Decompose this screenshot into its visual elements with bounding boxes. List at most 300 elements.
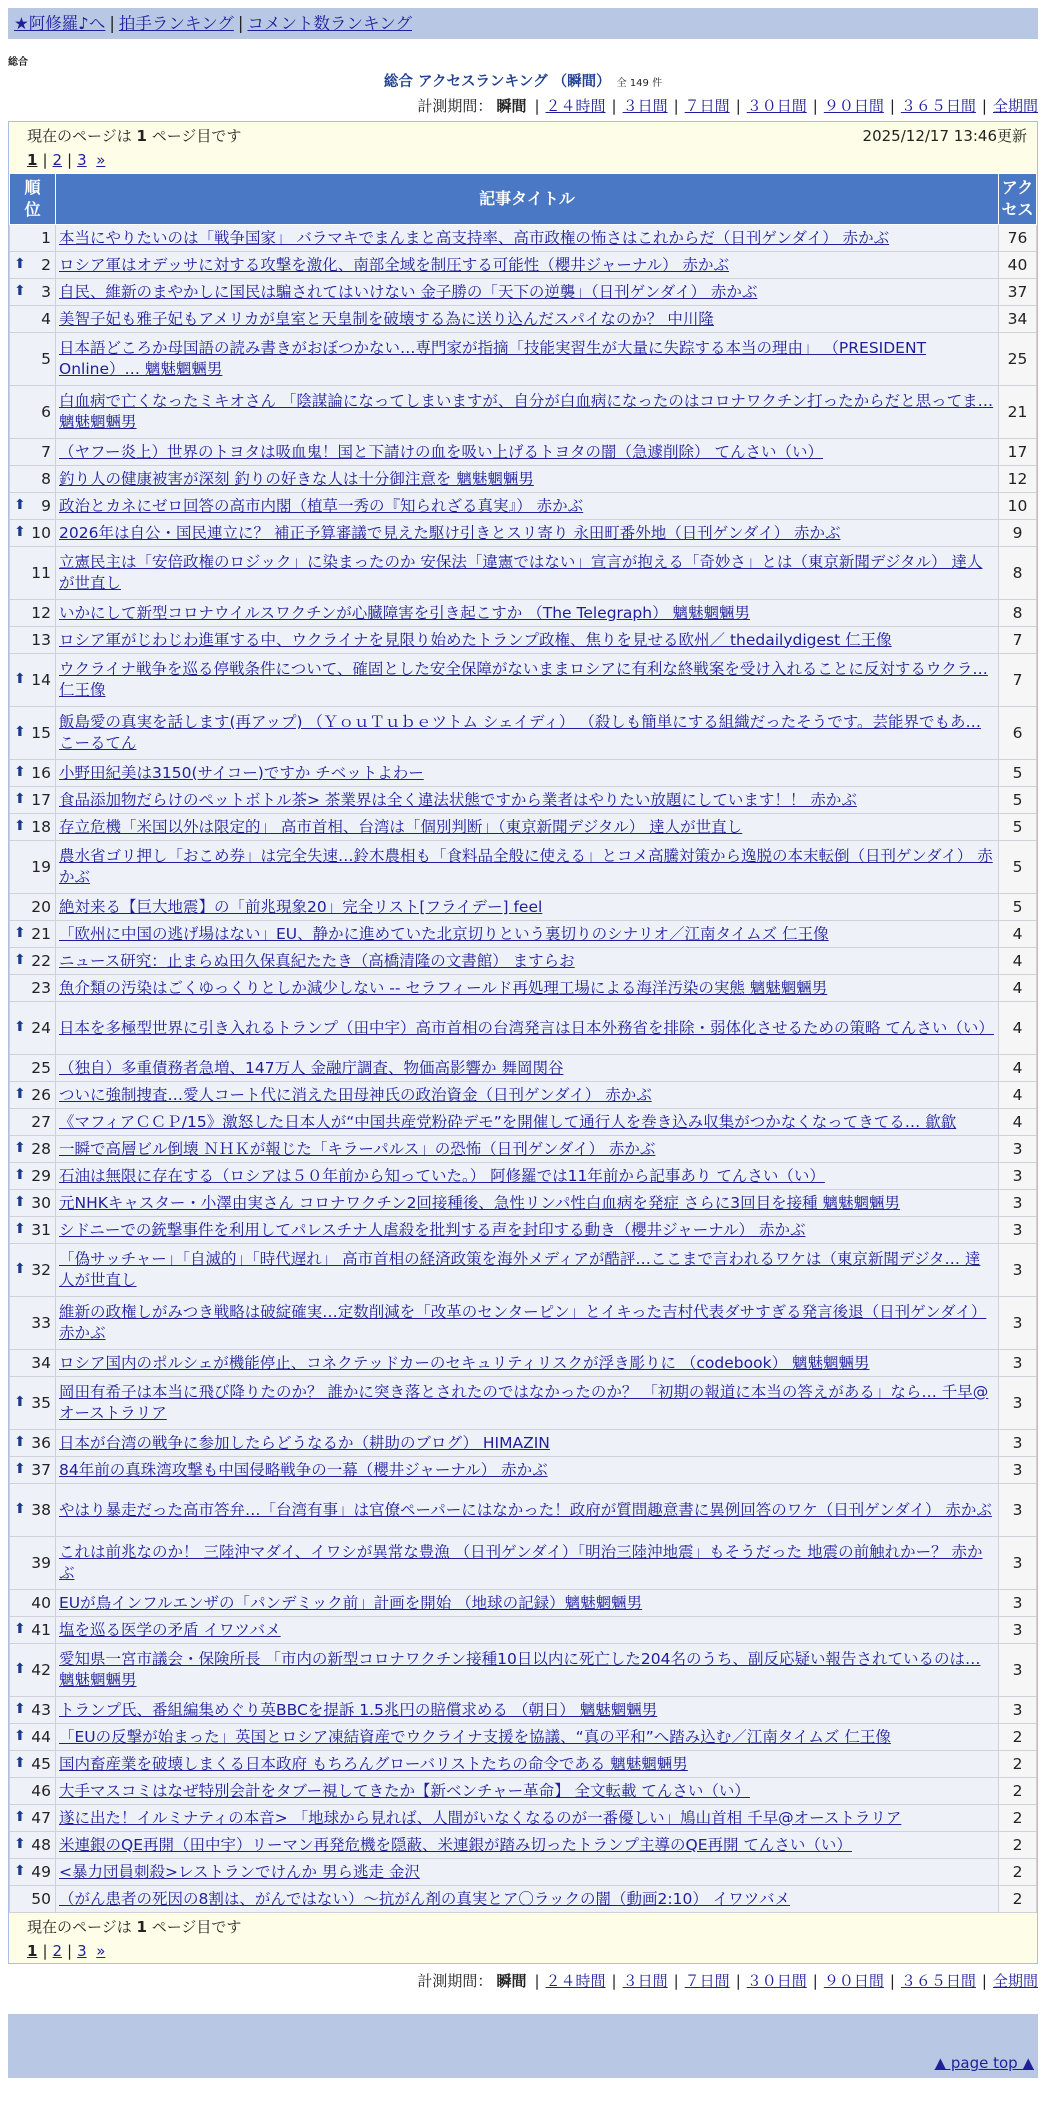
title-cell bbox=[56, 225, 999, 252]
table-row bbox=[10, 1217, 1037, 1244]
clap-ranking-link[interactable]: 拍手ランキング bbox=[118, 14, 234, 33]
article-title-link[interactable]: これは前兆なのか！ 三陸沖マダイ、イワシが異常な豊漁 （日刊ゲンダイ）「明治三陸沖地震」もそうだった 地震の前触れかー？ 赤かぶ bbox=[59, 1543, 983, 1582]
rank-number: 50 bbox=[31, 1889, 51, 1908]
access-count: 6 bbox=[999, 707, 1037, 760]
title-cell bbox=[56, 1136, 999, 1163]
rank-cell bbox=[10, 921, 56, 948]
table-row bbox=[10, 627, 1037, 654]
updated-timestamp: 2025/12/17 13:46更新 bbox=[862, 127, 1027, 145]
article-title-link[interactable]: 立憲民主は「安倍政権のロジック」に染まったのか 安保法「違憲ではない」宣言が抱える「奇妙さ」とは（東京新聞デジタル） 達人が世直し bbox=[59, 553, 983, 592]
table-row bbox=[10, 1377, 1037, 1430]
article-title-link[interactable]: ついに強制捜査…愛人コート代に消えた田母神氏の政治資金（日刊ゲンダイ） 赤かぶ bbox=[59, 1085, 652, 1104]
rank-number: 6 bbox=[41, 402, 51, 421]
title-cell bbox=[56, 1244, 999, 1297]
period-option-link[interactable]: ２４時間 bbox=[545, 97, 606, 115]
title-cell bbox=[56, 439, 999, 466]
rank-cell bbox=[10, 1590, 56, 1617]
access-count: 2 bbox=[999, 1832, 1037, 1859]
page-links bbox=[27, 148, 1027, 172]
table-row bbox=[10, 1055, 1037, 1082]
table-row bbox=[10, 787, 1037, 814]
rank-cell bbox=[10, 1832, 56, 1859]
rank-number: 15 bbox=[31, 723, 51, 742]
col-header-title: 記事タイトル bbox=[56, 174, 999, 225]
table-row bbox=[10, 1590, 1037, 1617]
rank-cell bbox=[10, 787, 56, 814]
article-title-link[interactable]: 魚介類の汚染はごくゆっくりとしか減少しない -- セラフィールド再処理工場による海洋汚染の実態 魑魅魍魎男 bbox=[59, 978, 828, 997]
access-count: 34 bbox=[999, 306, 1037, 333]
title-cell bbox=[56, 814, 999, 841]
period-separator: | bbox=[981, 1972, 987, 1990]
rank-cell bbox=[10, 386, 56, 439]
rank-cell bbox=[10, 1109, 56, 1136]
article-title-link[interactable]: 遂に出た！イルミナティの本音> 「地球から見れば、人間がいなくなるのが一番優しい」鳩山首相 千早@オーストラリア bbox=[59, 1808, 902, 1827]
title-cell bbox=[56, 975, 999, 1002]
access-count: 5 bbox=[999, 814, 1037, 841]
article-title-link[interactable]: ロシア軍がじわじわ進軍する中、ウクライナを見限り始めたトランプ政権、焦りを見せる欧州／ thedailydigest 仁王像 bbox=[59, 630, 892, 649]
rank-cell bbox=[10, 948, 56, 975]
article-title-link[interactable]: （独自）多重債務者急増、147万人 金融庁調査、物価高影響か 舞岡関谷 bbox=[59, 1058, 564, 1077]
article-title-link[interactable]: 米連銀のQE再開（田中宇）リーマン再発危機を隠蔽、米連銀が踏み切ったトランプ主導のQE再開 てんさい（い） bbox=[59, 1835, 852, 1854]
access-count: 5 bbox=[999, 894, 1037, 921]
rank-number: 5 bbox=[41, 349, 51, 368]
rank-cell bbox=[10, 1190, 56, 1217]
article-title-link[interactable]: （ヤフー炎上）世界のトヨタは吸血鬼！国と下請けの血を吸い上げるトヨタの闇（急遽削除） てんさい（い） bbox=[59, 442, 823, 461]
rank-up-arrow-icon: ⬆ bbox=[14, 724, 26, 741]
rank-cell bbox=[10, 225, 56, 252]
article-title-link[interactable]: 《マフィアＣＣＰ/15》激怒した日本人が“中国共産党粉砕デモ”を開催して通行人を巻き込み収集がつかなくなってきてる… 歙歙 bbox=[59, 1112, 957, 1131]
rank-up-arrow-icon: ⬆ bbox=[14, 1140, 26, 1157]
article-title-link[interactable]: 岡田有希子は本当に飛び降りたのか？ 誰かに突き落とされたのではなかったのか？ 「初期の報道に本当の答えがある」なら… 千早@オーストラリア bbox=[59, 1383, 989, 1422]
rank-cell bbox=[10, 600, 56, 627]
article-title-link[interactable]: 政治とカネにゼロ回答の高市内閣（植草一秀の『知られざる真実』） 赤かぶ bbox=[59, 496, 584, 515]
period-current: 瞬間 bbox=[496, 1972, 527, 1990]
article-title-link[interactable]: 国内畜産業を破壊しまくる日本政府 もちろんグローバリストたちの命令である 魑魅魍魎男 bbox=[59, 1754, 688, 1773]
title-cell bbox=[56, 1859, 999, 1886]
rank-up-arrow-icon: ⬆ bbox=[14, 1221, 26, 1238]
table-row bbox=[10, 1859, 1037, 1886]
rank-number: 47 bbox=[31, 1808, 51, 1827]
title-cell bbox=[56, 520, 999, 547]
page-link[interactable]: 3 bbox=[77, 1942, 87, 1960]
access-count: 4 bbox=[999, 1055, 1037, 1082]
ranking-panel bbox=[8, 121, 1038, 1964]
rank-cell bbox=[10, 1002, 56, 1055]
period-option-link[interactable]: ３日間 bbox=[622, 97, 668, 115]
period-option-link[interactable]: ７日間 bbox=[684, 1972, 730, 1990]
access-count: 10 bbox=[999, 493, 1037, 520]
article-title-link[interactable]: 本当にやりたいのは「戦争国家」 バラマキでまんまと高支持率、高市政権の怖さはこれからだ（日刊ゲンダイ） 赤かぶ bbox=[59, 228, 890, 247]
rank-up-arrow-icon: ⬆ bbox=[14, 1434, 26, 1451]
title-cell bbox=[56, 1617, 999, 1644]
rank-number: 40 bbox=[31, 1593, 51, 1612]
access-count: 21 bbox=[999, 386, 1037, 439]
title-cell bbox=[56, 1430, 999, 1457]
rank-number: 20 bbox=[31, 897, 51, 916]
title-cell bbox=[56, 306, 999, 333]
footer-bar bbox=[8, 2014, 1038, 2048]
access-count: 4 bbox=[999, 948, 1037, 975]
nav-separator: | bbox=[237, 14, 244, 33]
rank-cell bbox=[10, 1886, 56, 1913]
rank-cell bbox=[10, 439, 56, 466]
article-title-link[interactable]: ロシア国内のポルシェが機能停止、コネクテッドカーのセキュリティリスクが浮き彫りに （codebook） 魑魅魍魎男 bbox=[59, 1353, 870, 1372]
rank-cell bbox=[10, 1377, 56, 1430]
access-count: 3 bbox=[999, 1350, 1037, 1377]
article-title-link[interactable]: 大手マスコミはなぜ特別会計をタブー視してきたか【新ベンチャー革命】 全文転載 てんさい（い） bbox=[59, 1781, 750, 1800]
title-cell bbox=[56, 1886, 999, 1913]
period-option-link[interactable]: ９０日間 bbox=[823, 1972, 884, 1990]
rank-number: 17 bbox=[31, 790, 51, 809]
rank-number: 1 bbox=[41, 228, 51, 247]
title-cell bbox=[56, 760, 999, 787]
access-count: 4 bbox=[999, 1082, 1037, 1109]
rank-cell bbox=[10, 520, 56, 547]
table-row bbox=[10, 1778, 1037, 1805]
access-count: 3 bbox=[999, 1537, 1037, 1590]
rank-cell bbox=[10, 1350, 56, 1377]
rank-up-arrow-icon: ⬆ bbox=[14, 524, 26, 541]
period-separator: | bbox=[611, 1972, 617, 1990]
access-count: 3 bbox=[999, 1617, 1037, 1644]
section-label: 総合 bbox=[8, 57, 28, 68]
article-title-link[interactable]: 食品添加物だらけのペットボトル茶> 茶業界は全く違法状態ですから業者はやりたい放題にしています！！ 赤かぶ bbox=[59, 790, 857, 809]
article-title-link[interactable]: 小野田紀美は3150(サイコー)ですか チベットよわー bbox=[59, 763, 424, 782]
article-title-link[interactable]: 元NHKキャスター・小澤由実さん コロナワクチン2回接種後、急性リンパ性白血病を発症 さらに3回目を接種 魑魅魍魎男 bbox=[59, 1193, 901, 1212]
title-cell bbox=[56, 1109, 999, 1136]
page-link[interactable]: 2 bbox=[52, 1942, 63, 1960]
article-title-link[interactable]: 「偽サッチャー」「自滅的」「時代遅れ」 高市首相の経済政策を海外メディアが酷評…ここまで言われるワケは（東京新聞デジタ… 達人が世直し bbox=[59, 1250, 981, 1289]
access-count: 4 bbox=[999, 1002, 1037, 1055]
article-title-link[interactable]: シドニーでの銃撃事件を利用してパレスチナ人虐殺を批判する声を封印する動き（櫻井ジャーナル） 赤かぶ bbox=[59, 1220, 806, 1239]
access-count: 8 bbox=[999, 547, 1037, 600]
table-row bbox=[10, 760, 1037, 787]
article-title-link[interactable]: ロシア軍はオデッサに対する攻撃を激化、南部全域を制圧する可能性（櫻井ジャーナル） 赤かぶ bbox=[59, 255, 730, 274]
comment-ranking-link[interactable]: コメント数ランキング bbox=[247, 14, 412, 33]
page-separator: | bbox=[42, 151, 48, 169]
article-title-link[interactable]: 84年前の真珠湾攻撃も中国侵略戦争の一幕（櫻井ジャーナル） 赤かぶ bbox=[59, 1460, 548, 1479]
article-title-link[interactable]: <暴力団員刺殺>レストランでけんか 男ら逃走 金沢 bbox=[59, 1862, 420, 1881]
table-row bbox=[10, 1832, 1037, 1859]
rank-cell bbox=[10, 1055, 56, 1082]
article-title-link[interactable]: 釣り人の健康被害が深刻 釣りの好きな人は十分御注意を 魑魅魍魎男 bbox=[59, 469, 534, 488]
rank-number: 10 bbox=[31, 523, 51, 542]
access-count: 3 bbox=[999, 1644, 1037, 1697]
access-count: 40 bbox=[999, 252, 1037, 279]
rank-number: 39 bbox=[31, 1553, 51, 1572]
title-cell bbox=[56, 493, 999, 520]
access-count: 5 bbox=[999, 841, 1037, 894]
rank-up-arrow-icon: ⬆ bbox=[14, 1461, 26, 1478]
rank-cell bbox=[10, 1537, 56, 1590]
table-row bbox=[10, 1002, 1037, 1055]
home-link[interactable]: ★阿修羅♪へ bbox=[14, 14, 106, 33]
article-title-link[interactable]: 自民、維新のまやかしに国民は騙されてはいけない 金子勝の「天下の逆襲」（日刊ゲンダイ） 赤かぶ bbox=[59, 282, 758, 301]
access-count: 12 bbox=[999, 466, 1037, 493]
period-label: 計測期間： bbox=[417, 97, 493, 115]
col-header-rank: 順位 bbox=[10, 174, 56, 225]
rank-up-arrow-icon: ⬆ bbox=[14, 1194, 26, 1211]
table-row bbox=[10, 547, 1037, 600]
rank-number: 48 bbox=[31, 1835, 51, 1854]
article-title-link[interactable]: 飯島愛の真実を話します(再アップ) （ＹｏｕＴｕｂｅツトム シェイディ） （殺しも簡単にする組織だったそうです。芸能界でもあ… こーるてん bbox=[59, 713, 982, 752]
access-count: 3 bbox=[999, 1163, 1037, 1190]
rank-up-arrow-icon: ⬆ bbox=[14, 1661, 26, 1678]
table-row bbox=[10, 600, 1037, 627]
pager-bottom bbox=[9, 1913, 1037, 1963]
table-row bbox=[10, 1109, 1037, 1136]
period-option-link[interactable]: ２４時間 bbox=[545, 1972, 606, 1990]
period-label: 計測期間： bbox=[417, 1972, 493, 1990]
table-row bbox=[10, 1163, 1037, 1190]
page-status: 現在のページは 1 ページ目です bbox=[27, 1918, 242, 1936]
nav-separator: | bbox=[109, 14, 115, 33]
article-title-link[interactable]: 日本を多極型世界に引き入れるトランプ（田中宇）高市首相の台湾発言は日本外務省を排除・弱体化させるための策略 てんさい（い） bbox=[59, 1018, 994, 1037]
article-title-link[interactable]: 維新の政権しがみつき戦略は破綻確実…定数削減を「改革のセンターピン」とイキった吉村代表ダサすぎる発言後退（日刊ゲンダイ） 赤かぶ bbox=[59, 1303, 987, 1342]
title-cell bbox=[56, 894, 999, 921]
table-row bbox=[10, 466, 1037, 493]
article-title-link[interactable]: EUが鳥インフルエンザの「パンデミック前」計画を開始 （地球の記録）魑魅魍魎男 bbox=[59, 1593, 643, 1612]
access-count: 3 bbox=[999, 1377, 1037, 1430]
rank-up-arrow-icon: ⬆ bbox=[14, 764, 26, 781]
article-title-link[interactable]: やはり暴走だった高市答弁…「台湾有事」は官僚ペーパーにはなかった！政府が質問趣意書に異例回答のワケ（日刊ゲンダイ） 赤かぶ bbox=[59, 1500, 992, 1519]
rank-up-arrow-icon: ⬆ bbox=[14, 1261, 26, 1278]
rank-number: 41 bbox=[31, 1620, 51, 1639]
access-count: 2 bbox=[999, 1724, 1037, 1751]
period-separator: | bbox=[812, 1972, 818, 1990]
access-count: 17 bbox=[999, 439, 1037, 466]
title-cell bbox=[56, 1002, 999, 1055]
rank-cell bbox=[10, 841, 56, 894]
rank-number: 13 bbox=[31, 630, 51, 649]
access-count: 7 bbox=[999, 627, 1037, 654]
rank-number: 8 bbox=[41, 469, 51, 488]
article-title-link[interactable]: 石油は無限に存在する（ロシアは５０年前から知っていた。） 阿修羅では11年前から記事あり てんさい（い） bbox=[59, 1166, 825, 1185]
rank-number: 16 bbox=[31, 763, 51, 782]
table-row bbox=[10, 975, 1037, 1002]
rank-up-arrow-icon: ⬆ bbox=[14, 818, 26, 835]
title-cell bbox=[56, 1457, 999, 1484]
table-header-row bbox=[10, 174, 1037, 225]
article-title-link[interactable]: 2026年は自公・国民連立に？ 補正予算審議で見えた駆け引きとスリ寄り 永田町番外地（日刊ゲンダイ） 赤かぶ bbox=[59, 523, 841, 542]
period-option-link[interactable]: ３０日間 bbox=[746, 1972, 807, 1990]
table-row bbox=[10, 921, 1037, 948]
article-title-link[interactable]: トランプ氏、番組編集めぐり英BBCを提訴 1.5兆円の賠償求める （朝日） 魑魅魍魎男 bbox=[59, 1700, 658, 1719]
table-row bbox=[10, 1697, 1037, 1724]
table-row bbox=[10, 654, 1037, 707]
rank-up-arrow-icon: ⬆ bbox=[14, 1394, 26, 1411]
rank-cell bbox=[10, 1082, 56, 1109]
period-option-link[interactable]: 全期間 bbox=[992, 1972, 1038, 1990]
rank-up-arrow-icon: ⬆ bbox=[14, 1728, 26, 1745]
access-count: 76 bbox=[999, 225, 1037, 252]
rank-up-arrow-icon: ⬆ bbox=[14, 1621, 26, 1638]
period-separator: | bbox=[534, 1972, 540, 1990]
page-link[interactable]: 1 bbox=[27, 1942, 38, 1960]
rank-cell bbox=[10, 1457, 56, 1484]
rank-number: 21 bbox=[31, 924, 51, 943]
article-title-link[interactable]: 愛知県一宮市議会・保険所長 「市内の新型コロナワクチン接種10日以内に死亡した204名のうち、副反応疑い報告されているのは… 魑魅魍魎男 bbox=[59, 1650, 981, 1689]
table-row bbox=[10, 1190, 1037, 1217]
title-cell bbox=[56, 654, 999, 707]
rank-number: 24 bbox=[31, 1018, 51, 1037]
period-option-link[interactable]: ７日間 bbox=[684, 97, 730, 115]
access-count: 3 bbox=[999, 1430, 1037, 1457]
period-option-link[interactable]: ９０日間 bbox=[823, 97, 884, 115]
page-link[interactable]: 1 bbox=[27, 151, 38, 169]
next-page-link[interactable]: » bbox=[96, 1942, 106, 1960]
rank-number: 18 bbox=[31, 817, 51, 836]
period-option-link[interactable]: ３日間 bbox=[622, 1972, 668, 1990]
article-title-link[interactable]: 白血病で亡くなったミキオさん 「陰謀論になってしまいますが、自分が白血病になったのはコロナワクチン打ったからだと思ってま… 魑魅魍魎男 bbox=[59, 392, 994, 431]
rank-cell bbox=[10, 975, 56, 1002]
title-cell bbox=[56, 787, 999, 814]
rank-number: 27 bbox=[31, 1112, 51, 1131]
period-separator: | bbox=[812, 97, 818, 115]
period-option-link[interactable]: ３０日間 bbox=[746, 97, 807, 115]
title-cell bbox=[56, 1724, 999, 1751]
table-row bbox=[10, 814, 1037, 841]
rank-cell bbox=[10, 1484, 56, 1537]
article-title-link[interactable]: 「EUの反撃が始まった」英国とロシア凍結資産でウクライナ支援を協議、“真の平和”へ踏み込む／江南タイムズ 仁王像 bbox=[59, 1727, 891, 1746]
period-option-link[interactable]: ３６５日間 bbox=[900, 97, 976, 115]
rank-cell bbox=[10, 1617, 56, 1644]
rank-number: 7 bbox=[41, 442, 51, 461]
access-count: 3 bbox=[999, 1697, 1037, 1724]
title-cell bbox=[56, 333, 999, 386]
article-title-link[interactable]: 日本が台湾の戦争に参加したらどうなるか（耕助のブログ） HIMAZIN bbox=[59, 1433, 550, 1452]
table-row bbox=[10, 1082, 1037, 1109]
article-title-link[interactable]: 農水省ゴリ押し「おこめ券」は完全失速…鈴木農相も「食料品全般に使える」とコメ高騰対策から逸脱の本末転倒（日刊ゲンダイ） 赤かぶ bbox=[59, 847, 993, 886]
table-row bbox=[10, 707, 1037, 760]
title-cell bbox=[56, 1644, 999, 1697]
rank-cell bbox=[10, 1297, 56, 1350]
rank-cell bbox=[10, 760, 56, 787]
rank-cell bbox=[10, 1217, 56, 1244]
article-title-link[interactable]: 絶対来る【巨大地震】の「前兆現象20」完全リスト[フライデー] feel bbox=[59, 897, 543, 916]
page-links bbox=[27, 1939, 1027, 1963]
title-cell bbox=[56, 1484, 999, 1537]
rank-cell bbox=[10, 1751, 56, 1778]
period-option-link[interactable]: 全期間 bbox=[992, 97, 1038, 115]
title-cell bbox=[56, 948, 999, 975]
period-separator: | bbox=[889, 1972, 895, 1990]
article-title-link[interactable]: 塩を巡る医学の矛盾 イワツバメ bbox=[59, 1620, 281, 1639]
rank-up-arrow-icon: ⬆ bbox=[14, 1086, 26, 1103]
rank-number: 25 bbox=[31, 1058, 51, 1077]
article-title-link[interactable]: ウクライナ戦争を巡る停戦条件について、確固とした安全保障がないままロシアに有利な終戦案を受け入れることに反対するウクラ… 仁王像 bbox=[59, 660, 988, 699]
rank-number: 44 bbox=[31, 1727, 51, 1746]
rank-cell bbox=[10, 547, 56, 600]
rank-cell bbox=[10, 1644, 56, 1697]
table-row bbox=[10, 386, 1037, 439]
page-title: 総合 アクセスランキング （瞬間） bbox=[383, 74, 611, 90]
rank-cell bbox=[10, 1430, 56, 1457]
rank-number: 37 bbox=[31, 1460, 51, 1479]
period-separator: | bbox=[889, 97, 895, 115]
table-row bbox=[10, 1805, 1037, 1832]
table-row bbox=[10, 306, 1037, 333]
article-title-link[interactable]: 存立危機「米国以外は限定的」 高市首相、台湾は「個別判断」（東京新聞デジタル） 達人が世直し bbox=[59, 817, 743, 836]
page-top-link[interactable]: ▲ page top ▲ bbox=[934, 2054, 1034, 2072]
rank-up-arrow-icon: ⬆ bbox=[14, 1167, 26, 1184]
rank-cell bbox=[10, 493, 56, 520]
table-row bbox=[10, 279, 1037, 306]
article-title-link[interactable]: 「欧州に中国の逃げ場はない」EU、静かに進めていた北京切りという裏切りのシナリオ／江南タイムズ 仁王像 bbox=[59, 924, 829, 943]
period-option-link[interactable]: ３６５日間 bbox=[900, 1972, 976, 1990]
access-count: 5 bbox=[999, 787, 1037, 814]
rank-cell bbox=[10, 1859, 56, 1886]
rank-cell bbox=[10, 1697, 56, 1724]
next-page-link[interactable]: » bbox=[96, 151, 106, 169]
period-current: 瞬間 bbox=[496, 97, 527, 115]
table-row bbox=[10, 1537, 1037, 1590]
table-row bbox=[10, 333, 1037, 386]
access-count: 2 bbox=[999, 1778, 1037, 1805]
pager-top bbox=[9, 122, 1037, 173]
article-title-link[interactable]: （がん患者の死因の8割は、がんではない）〜抗がん剤の真実とア〇ラックの闇（動画2:10） イワツバメ bbox=[59, 1889, 790, 1908]
period-separator: | bbox=[735, 1972, 741, 1990]
table-row bbox=[10, 1886, 1037, 1913]
rank-cell bbox=[10, 1136, 56, 1163]
rank-number: 4 bbox=[41, 309, 51, 328]
article-title-link[interactable]: 一瞬で高層ビル倒壊 ＮＨＫが報じた「キラーパルス」の恐怖（日刊ゲンダイ） 赤かぶ bbox=[59, 1139, 656, 1158]
title-cell bbox=[56, 252, 999, 279]
title-cell bbox=[56, 1697, 999, 1724]
page-link[interactable]: 2 bbox=[52, 151, 63, 169]
article-title-link[interactable]: ニュース研究：止まらぬ田久保真紀たたき（高橋清隆の文書館） ますらお bbox=[59, 951, 575, 970]
table-row bbox=[10, 1136, 1037, 1163]
col-header-count: アクセス bbox=[999, 174, 1037, 225]
rank-cell bbox=[10, 333, 56, 386]
rank-cell bbox=[10, 707, 56, 760]
rank-cell bbox=[10, 1163, 56, 1190]
table-row bbox=[10, 841, 1037, 894]
title-cell bbox=[56, 841, 999, 894]
rank-number: 45 bbox=[31, 1754, 51, 1773]
rank-up-arrow-icon: ⬆ bbox=[14, 1836, 26, 1853]
rank-cell bbox=[10, 466, 56, 493]
access-count: 25 bbox=[999, 333, 1037, 386]
page-link[interactable]: 3 bbox=[77, 151, 87, 169]
title-cell bbox=[56, 1832, 999, 1859]
article-title-link[interactable]: いかにして新型コロナウイルスワクチンが心臓障害を引き起こすか （The Telegraph） 魑魅魍魎男 bbox=[59, 603, 750, 622]
access-count: 3 bbox=[999, 1297, 1037, 1350]
rank-cell bbox=[10, 306, 56, 333]
rank-cell bbox=[10, 1244, 56, 1297]
access-count: 4 bbox=[999, 921, 1037, 948]
access-count: 3 bbox=[999, 1590, 1037, 1617]
rank-number: 19 bbox=[31, 857, 51, 876]
access-count: 3 bbox=[999, 1190, 1037, 1217]
page-status: 現在のページは 1 ページ目です bbox=[27, 127, 242, 145]
access-count: 4 bbox=[999, 975, 1037, 1002]
rank-number: 32 bbox=[31, 1260, 51, 1279]
period-selector-bottom bbox=[8, 1970, 1038, 1992]
rank-up-arrow-icon: ⬆ bbox=[14, 952, 26, 969]
title-cell bbox=[56, 627, 999, 654]
title-cell bbox=[56, 1377, 999, 1430]
title-cell bbox=[56, 1082, 999, 1109]
article-title-link[interactable]: 日本語どころか母国語の読み書きがおぼつかない…専門家が指摘「技能実習生が大量に失踪する本当の理由」 （PRESIDENT Online）… 魑魅魍魎男 bbox=[59, 339, 927, 378]
rank-number: 29 bbox=[31, 1166, 51, 1185]
rank-number: 36 bbox=[31, 1433, 51, 1452]
title-cell bbox=[56, 1590, 999, 1617]
access-count: 3 bbox=[999, 1484, 1037, 1537]
article-title-link[interactable]: 美智子妃も雅子妃もアメリカが皇室と天皇制を破壊する為に送り込んだスパイなのか？ 中川隆 bbox=[59, 309, 714, 328]
title-cell bbox=[56, 921, 999, 948]
access-count: 2 bbox=[999, 1886, 1037, 1913]
